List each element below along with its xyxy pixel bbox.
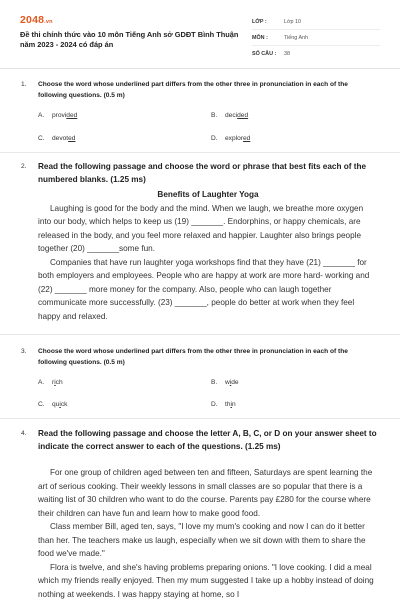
- question-number: 1.: [21, 81, 27, 88]
- meta-value: Tiếng Anh: [284, 34, 309, 41]
- reading-passage: [38, 188, 378, 323]
- question-number: 4.: [21, 430, 27, 437]
- meta-table: [252, 14, 380, 61]
- question-text: Read the following passage and choose the letter A, B, C, or D on your answer sheet to indicate the correct answer to each of the questions. (1.25 ms): [38, 429, 377, 451]
- option-text: deci: [225, 112, 238, 119]
- option-text: ch: [55, 379, 63, 386]
- option-letter: A.: [38, 112, 45, 119]
- option-underlined: i: [59, 401, 61, 408]
- passage-paragraph: Flora is twelve, and she's having problems preparing onions. "I love cooking. I did a meal which my friends really enjoyed. Then my mum suggested I take up a hobby instead of doing nothing at weekends. I was happy staying at home, so I: [38, 562, 374, 599]
- meta-value: 38: [284, 50, 290, 57]
- question-3: [0, 334, 400, 419]
- option-underlined: ded: [66, 112, 78, 119]
- option-text: n: [231, 401, 236, 408]
- option-a[interactable]: [38, 112, 77, 119]
- option-text: provi: [52, 112, 67, 119]
- question-1: [0, 68, 400, 153]
- option-b[interactable]: [211, 379, 239, 386]
- option-letter: B.: [211, 379, 218, 386]
- option-text: de: [231, 379, 239, 386]
- option-underlined: i: [54, 379, 56, 386]
- option-text: r: [52, 379, 55, 386]
- meta-key: LỚP :: [252, 18, 267, 25]
- logo-suffix: .vn: [44, 19, 53, 25]
- logo-main: 2048: [20, 14, 45, 26]
- passage-paragraph: For one group of children aged between ten and fifteen, Saturdays are spent learning the art of serious cooking. Their weekly lessons in small classes are so popular that there is a waiting list of 30 children who want to do the course. Parents pay £280 for the course where their children can have fun and learn how to make good food.: [38, 468, 373, 518]
- option-c[interactable]: [38, 401, 67, 408]
- option-underlined: ed: [68, 135, 76, 142]
- option-letter: D.: [211, 135, 218, 142]
- meta-row-subject: [252, 30, 380, 46]
- option-letter: C.: [38, 401, 45, 408]
- meta-row-count: [252, 46, 380, 61]
- option-underlined: ed: [242, 135, 251, 142]
- option-underlined: i: [229, 379, 232, 386]
- option-a[interactable]: [38, 379, 63, 386]
- option-d[interactable]: [211, 135, 250, 142]
- option-text: w: [225, 379, 230, 386]
- question-text: Read the following passage and choose the word or phrase that best fits each of the numbered blanks. (1.25 ms): [38, 162, 367, 184]
- option-letter: A.: [38, 379, 45, 386]
- question-number: 2.: [21, 163, 27, 170]
- site-logo[interactable]: [20, 14, 53, 26]
- meta-key: MÔN :: [252, 34, 268, 41]
- meta-row-class: [252, 14, 380, 30]
- question-text: Choose the word whose underlined part differs from the other three in pronunciation in each of the following questions. (0.5 m): [38, 81, 348, 99]
- option-text: explor: [225, 135, 243, 142]
- option-d[interactable]: [211, 401, 236, 408]
- document-title: Đề thi chính thức vào 10 môn Tiếng Anh sở GDĐT Bình Thuận năm 2023 - 2024 có đáp án: [20, 30, 239, 49]
- option-b[interactable]: [211, 112, 248, 119]
- option-letter: D.: [211, 401, 218, 408]
- question-text: Choose the word whose underlined part differs from the other three in pronunciation in each of the following questions. (0.5 m): [38, 348, 348, 366]
- option-underlined: i: [230, 401, 232, 408]
- option-text: qu: [52, 401, 60, 408]
- passage-paragraph: Laughing is good for the body and the mind. When we laugh, we breathe more oxygen into our body, which helps to keep us (19) _______. Endorphins, or happy chemicals, are released in the body, and you feel more relaxed and happier. Laughter also brings people together (20) _______some fun.: [38, 203, 364, 253]
- passage-paragraph: Class member Bill, aged ten, says, "I love my mum's cooking and now I can do it better than her. The teachers make us laugh, especially when we sit down with them to share the food we've made.": [38, 522, 366, 558]
- reading-passage: [38, 466, 378, 600]
- option-letter: C.: [38, 135, 45, 142]
- question-2: [0, 152, 400, 335]
- question-number: 3.: [21, 348, 27, 355]
- option-text: devot: [52, 135, 69, 142]
- passage-title: Benefits of Laughter Yoga: [157, 190, 259, 199]
- meta-key: SỐ CÂU :: [252, 50, 277, 57]
- meta-value: Lớp 10: [284, 18, 302, 25]
- option-letter: B.: [211, 112, 218, 119]
- passage-paragraph: Companies that have run laughter yoga workshops find that they have (21) _______ for both employers and employees. People who are happy at work are more hard- working and (22) _______ more money for the company. Also, people who can laugh together communicate more successfully. (23) _______, people do better at work when they feel happy and relaxed.: [38, 257, 370, 321]
- option-text: th: [225, 401, 231, 408]
- question-4: [0, 418, 400, 600]
- document-header: [0, 0, 400, 69]
- option-c[interactable]: [38, 135, 75, 142]
- option-underlined: ded: [237, 112, 249, 119]
- option-text: ck: [60, 401, 68, 408]
